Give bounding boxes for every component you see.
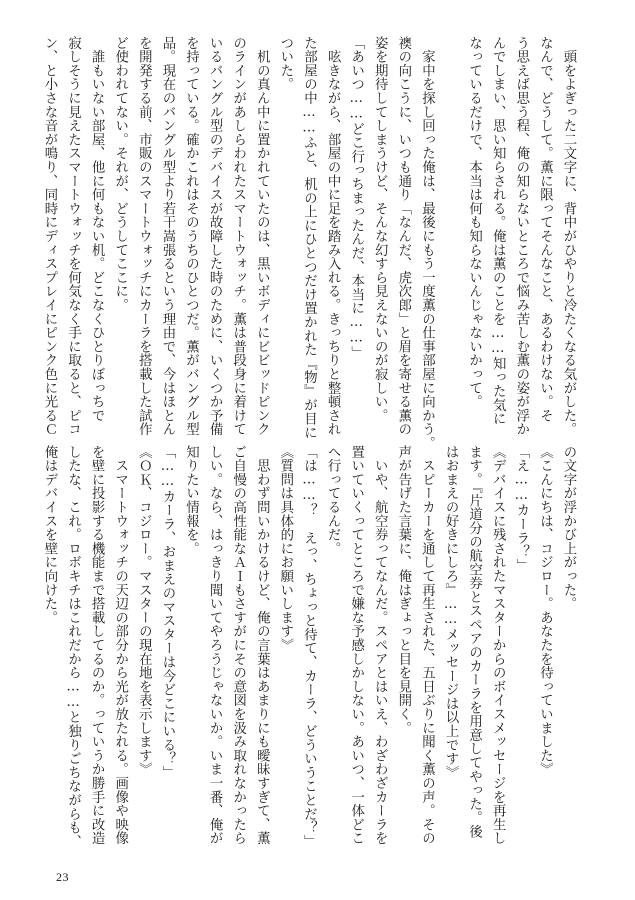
text-line: 《ＯＫ、コジロー。マスターの現在地を表示します》 xyxy=(136,445,152,777)
text-line: ついた。 xyxy=(277,36,293,92)
text-line: へ行ってるんだ。 xyxy=(325,445,341,556)
text-line: 誰もいない部屋、他に何もない机。どこなくひとりぼっちで xyxy=(89,36,105,423)
text-line: ン、と小さな音が鳴り、同時にディスプレイにピンク色に光るＣ xyxy=(41,36,57,437)
text-line: を持っている。確かこれはそのうちのひとつだ。薫がバングル型 xyxy=(183,36,199,437)
text-line: 寂しそうに見えたスマートウォッチを何気なく手に取ると、ピコ xyxy=(65,36,81,437)
text-line: なっているだけで、本当は何も知らないんじゃないかって。 xyxy=(466,36,482,409)
text-line: なんで、どうして。薫に限ってそんなこと、あるわけない。そ xyxy=(537,36,553,423)
text-line: いや、航空券ってなんだ。スペアとはいえ、わざわざカーラを xyxy=(372,445,388,846)
text-line: ます。『片道分の航空券とスペアのカーラを用意してやった。後 xyxy=(466,445,482,839)
text-line: の文字が浮かび上がった。 xyxy=(561,445,576,611)
text-line: 「あいつ……どこ行っちまったんだ、本当に……」 xyxy=(348,36,364,360)
text-line: 知りたい情報を。 xyxy=(183,445,199,556)
text-line: 《質問は具体的にお願いします》 xyxy=(277,445,293,652)
text-line: んでしまい、思い知らされる。俺は薫のことを……知った気に xyxy=(490,36,506,426)
text-line: 置いていくってところで嫌な予感しかしない。あいつ、一体どこ xyxy=(348,445,364,846)
text-line: はおまえの好きにしろ』……メッセージは以上です》 xyxy=(443,445,459,780)
paragraph-gap xyxy=(438,36,462,416)
text-line: を壁に投影する機能まで搭載してるのか。っていうか勝手に改造 xyxy=(89,445,105,846)
text-line: 《デバイスに残されたマスターからのボイスメッセージを再生し xyxy=(490,445,506,846)
text-line: た部屋の中……ふと、机の上にひとつだけ置かれた『物』が目に xyxy=(301,36,317,440)
text-line: 俺はデバイスを壁に向けた。 xyxy=(41,445,57,625)
text-line: 襖の向こうに、いつも通り「なんだ、虎次郎」と眉を寄せる薫の xyxy=(395,36,411,437)
text-line: スピーカーを通して再生された、五日ぶりに聞く薫の声。その xyxy=(419,445,435,846)
text-line: 「え……カーラ？」 xyxy=(513,445,529,573)
text-block-upper xyxy=(41,36,580,450)
text-line: う思えば思う程、俺の知らないところで悩み苦しむ薫の姿が浮か xyxy=(513,36,529,437)
page-number: 23 xyxy=(56,870,69,884)
text-line: しい。なら、はっきり聞いてやろうじゃないか。いま一番、俺が xyxy=(207,445,223,846)
text-line: 品。現在のバングル型より若干嵩張るという理由で、今はほとん xyxy=(159,36,175,437)
text-line: を開発する前、市販のスマートウォッチにカーラを搭載した試作 xyxy=(136,36,152,437)
text-line: いるバングル型のデバイスが故障した時のために、いくつか予備 xyxy=(207,36,223,437)
text-line: 机の真ん中に置かれていたのは、黒いボディにビビッドピンク xyxy=(254,36,270,437)
text-line: 《こんにちは、コジロー。あなたを待っていました》 xyxy=(537,445,553,777)
text-line: 頭をよぎった二文字に、背中がひやりと冷たくなる気がした。 xyxy=(561,36,576,437)
text-line: ご自慢の高性能なＡＩもさすがにその意図を汲み取れなかったら xyxy=(230,445,246,846)
text-line: 家中を探し回った俺は、最後にもう一度薫の仕事部屋に向かう。 xyxy=(419,36,435,450)
text-line: 「は……？ えっ、ちょっと待て、カーラ、どういうことだ？」 xyxy=(301,445,317,849)
text-line: 声が告げた言葉に、俺はぎょっと目を見開く。 xyxy=(395,445,411,735)
text-block-lower xyxy=(41,445,580,849)
text-line: 姿を期待してしまうけど、そんな幻すら見えないのが寂しい。 xyxy=(372,36,388,423)
text-line: 思わず問いかけるけど、俺の言葉はあまりにも曖昧すぎて、薫 xyxy=(254,445,270,846)
text-line: 呟きながら、部屋の中に足を踏み入れる。きっちりと整頓され xyxy=(325,36,341,437)
text-line: ど使われてない。それが、どうしてここに。 xyxy=(112,36,128,312)
text-line: のラインがあしらわれたスマートウォッチ。薫は普段身に着けて xyxy=(230,36,246,437)
text-line: したな、これ。ロボキチはこれだから……と独りごちながらも、 xyxy=(65,445,81,849)
text-line: 「……カーラ、おまえのマスターは今どこにいる？」 xyxy=(159,445,175,780)
text-line: スマートウォッチの天辺の部分から光が放たれる。画像や映像 xyxy=(112,445,128,846)
